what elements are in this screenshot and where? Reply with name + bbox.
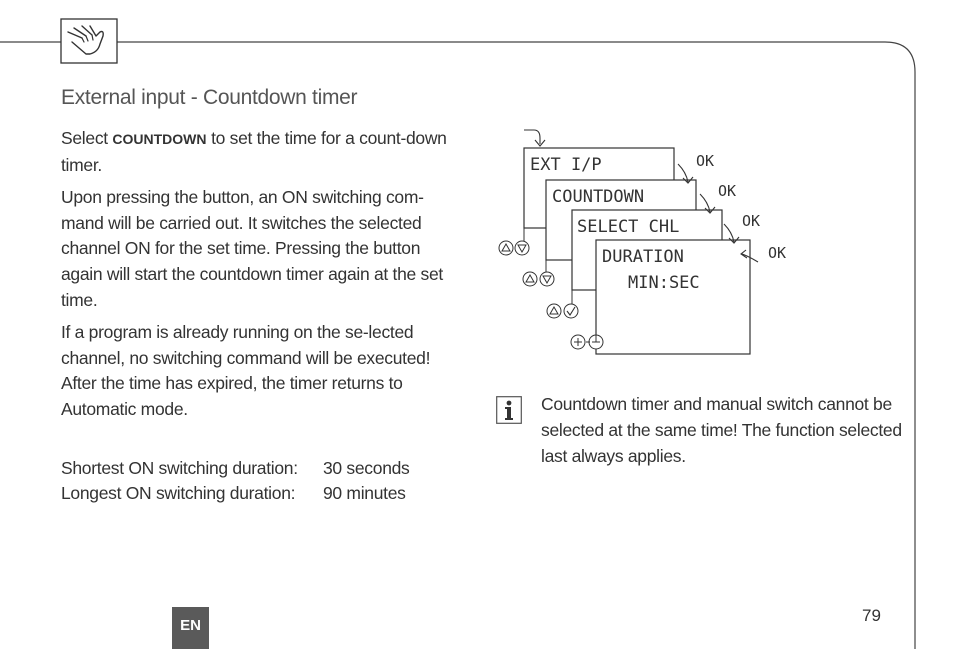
paragraph-select-suffix: to set the time for a count-down timer. (61, 128, 447, 175)
up-check-buttons-icon (547, 304, 578, 318)
ok-label: OK (742, 212, 761, 230)
ok-step-3 (724, 212, 760, 243)
lcd-line: EXT I/P (530, 155, 602, 175)
note-text: Countdown timer and manual switch cannot be selected at the same time! The function selected last always applies. (541, 394, 902, 466)
duration-row-shortest (61, 456, 461, 482)
lcd-line: COUNTDOWN (552, 187, 645, 207)
duration-label: Shortest ON switching duration: (61, 457, 298, 478)
paragraph-select (61, 126, 461, 178)
duration-value: 90 minutes (323, 483, 406, 504)
countdown-keyword: COUNTDOWN (112, 131, 207, 147)
ok-label: OK (768, 244, 787, 262)
lcd-line: DURATION (602, 247, 684, 267)
body-text (61, 126, 461, 507)
up-down-buttons-icon (499, 241, 529, 255)
ok-label: OK (718, 182, 737, 200)
paragraph-button-press: Upon pressing the button, an ON switching com-mand will be carried out. It switches the selected channel ON for the set time. Pressing the button again will start the countdown timer again at the set time. (61, 187, 443, 310)
ok-step-1 (678, 152, 714, 183)
manual-operation-hand-icon (60, 18, 118, 64)
up-down-buttons-icon (523, 272, 554, 286)
menu-sequence-diagram (490, 126, 810, 366)
ok-step-2 (700, 182, 736, 213)
paragraph-select-prefix: Select (61, 128, 113, 148)
paragraph-program-running: If a program is already running on the se-lected channel, no switching command will be executed! After the time has expired, the timer returns to Automatic mode. (61, 322, 431, 419)
ok-label: OK (696, 152, 715, 170)
language-tab: EN (172, 607, 209, 649)
lcd-line: MIN:SEC (628, 273, 700, 293)
info-icon (496, 396, 522, 424)
durations-list (61, 456, 461, 507)
lcd-line: SELECT CHL (577, 217, 680, 237)
lcd-screen-duration (596, 240, 750, 354)
section-title: External input - Countdown timer (61, 86, 358, 109)
duration-value: 30 seconds (323, 457, 410, 478)
page-number: 79 (862, 606, 881, 625)
duration-label: Longest ON switching duration: (61, 483, 296, 504)
duration-row-longest (61, 481, 461, 507)
entry-arrow-icon (524, 130, 545, 146)
